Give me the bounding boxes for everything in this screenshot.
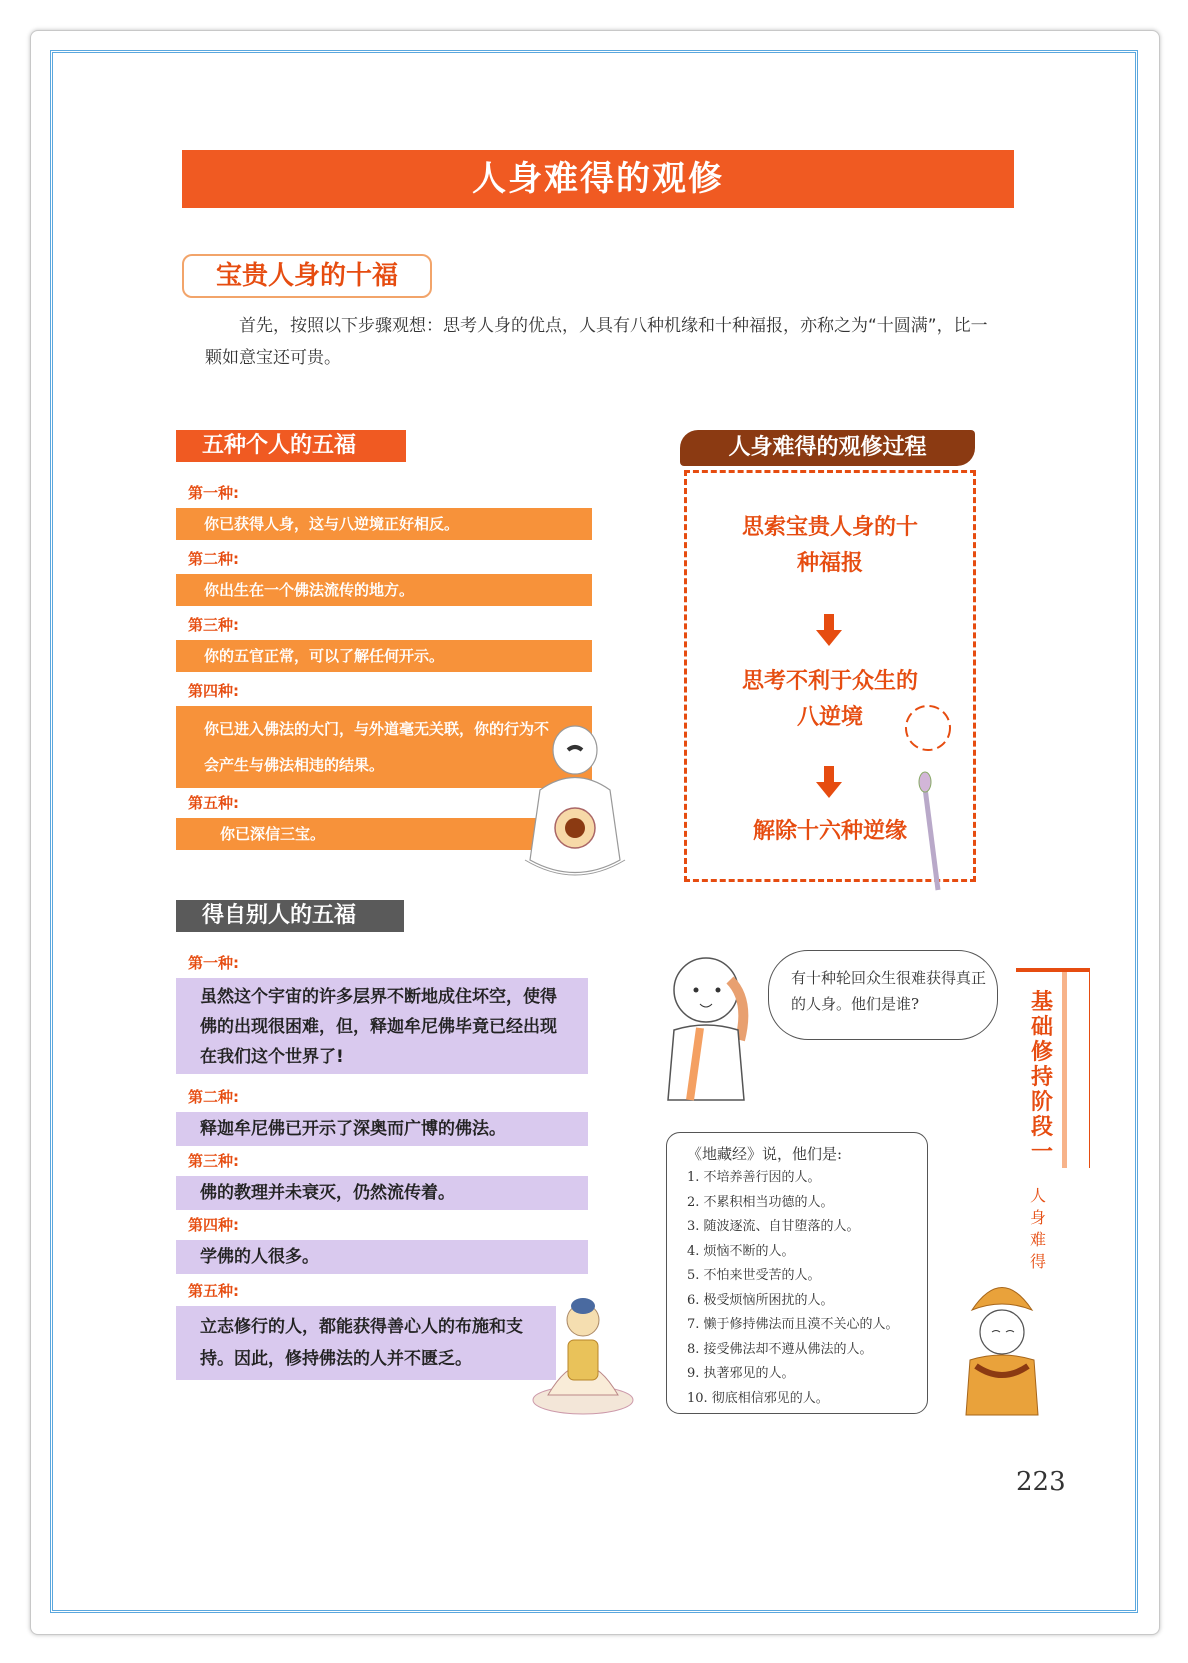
item-label: 第二种:: [188, 1088, 239, 1106]
intro-paragraph: [205, 310, 995, 374]
list-item: 1. 不培养善行因的人。: [687, 1170, 821, 1185]
blessing-bar: 立志修行的人，都能获得善心人的布施和支持。因此，修持佛法的人并不匮乏。: [176, 1306, 556, 1380]
monk-illustration: [660, 950, 770, 1110]
item-label: 第五种:: [188, 1282, 239, 1300]
blessing-bar: 你已进入佛法的大门，与外道毫无关联，你的行为不会产生与佛法相违的结果。: [176, 706, 592, 788]
list-item: 2. 不累积相当功德的人。: [687, 1194, 834, 1210]
tab-accent-bar: [1062, 972, 1067, 1168]
down-arrow-icon: [816, 766, 842, 800]
answer-list: [687, 1166, 917, 1411]
vajra-staff-illustration: [898, 700, 958, 900]
list-item: 7. 懒于修持佛法而且漠不关心的人。: [687, 1317, 899, 1332]
item-label: 第二种:: [188, 550, 239, 568]
answer-heading: 《地藏经》说，他们是:: [687, 1145, 843, 1163]
list-item: 6. 极受烦恼所困扰的人。: [687, 1292, 834, 1308]
question-text: 有十种轮回众生很难获得真正的人身。他们是谁?: [791, 969, 987, 1013]
list-item: 10. 彻底相信邪见的人。: [687, 1390, 829, 1406]
list-item: 3. 随波逐流、自甘堕落的人。: [687, 1219, 860, 1234]
answer-speech-bubble: [666, 1132, 928, 1414]
item-label: 第一种:: [188, 484, 239, 502]
section-heading-others: 得自别人的五福: [176, 900, 404, 932]
page-title: 人身难得的观修: [182, 150, 1014, 208]
section-heading-personal: 五种个人的五福: [176, 430, 406, 462]
blessing-bar: 释迦牟尼佛已开示了深奥而广博的佛法。: [176, 1112, 588, 1146]
list-item: 5. 不怕来世受苦的人。: [687, 1268, 821, 1283]
blessing-bar: 虽然这个宇宙的许多层界不断地成住坏空，使得佛的出现很困难，但，释迦牟尼佛毕竟已经出现在我们这个世界了!: [176, 978, 588, 1074]
intro-text: 首先，按照以下步骤观想：思考人身的优点，人具有八种机缘和十种福报，亦称之为“十圆满”，比一颗如意宝还可贵。: [205, 316, 988, 368]
flow-step-3: 解除十六种逆缘: [752, 819, 907, 844]
page-number: 223: [1016, 1467, 1066, 1497]
blessing-bar: 你已获得人身，这与八逆境正好相反。: [176, 508, 592, 540]
flow-heading: 人身难得的观修过程: [680, 430, 975, 466]
item-label: 第三种:: [188, 616, 239, 634]
flow-step-1: 思索宝贵人身的十种福报: [741, 515, 918, 576]
buddha-illustration: [528, 1290, 638, 1420]
lama-illustration: [962, 1270, 1042, 1420]
item-label: 第四种:: [188, 682, 239, 700]
chapter-side-tab: [1016, 968, 1090, 1168]
list-item: 9. 执著邪见的人。: [687, 1366, 795, 1381]
flow-step-2: 思考不利于众生的八逆境: [741, 669, 918, 730]
blessing-bar: 佛的教理并未衰灭，仍然流传着。: [176, 1176, 588, 1210]
chapter-tab-label: 基础修持阶段一: [1030, 990, 1053, 1165]
blessing-bar: 学佛的人很多。: [176, 1240, 588, 1274]
list-item: 4. 烦恼不断的人。: [687, 1243, 795, 1259]
item-label: 第一种:: [188, 954, 239, 972]
item-label: 第五种:: [188, 794, 239, 812]
item-label: 第三种:: [188, 1152, 239, 1170]
blessing-bar: 你的五官正常，可以了解任何开示。: [176, 640, 592, 672]
meditating-figure-illustration: [520, 720, 630, 890]
down-arrow-icon: [816, 614, 842, 648]
chapter-subtab-label: 人身难得: [1029, 1186, 1046, 1271]
blessing-bar: 你已深信三宝。: [176, 818, 536, 850]
question-speech-bubble: [768, 950, 998, 1040]
item-label: 第四种:: [188, 1216, 239, 1234]
section-subtitle: 宝贵人身的十福: [182, 254, 432, 298]
blessing-bar: 你出生在一个佛法流传的地方。: [176, 574, 592, 606]
list-item: 8. 接受佛法却不遵从佛法的人。: [687, 1341, 873, 1357]
